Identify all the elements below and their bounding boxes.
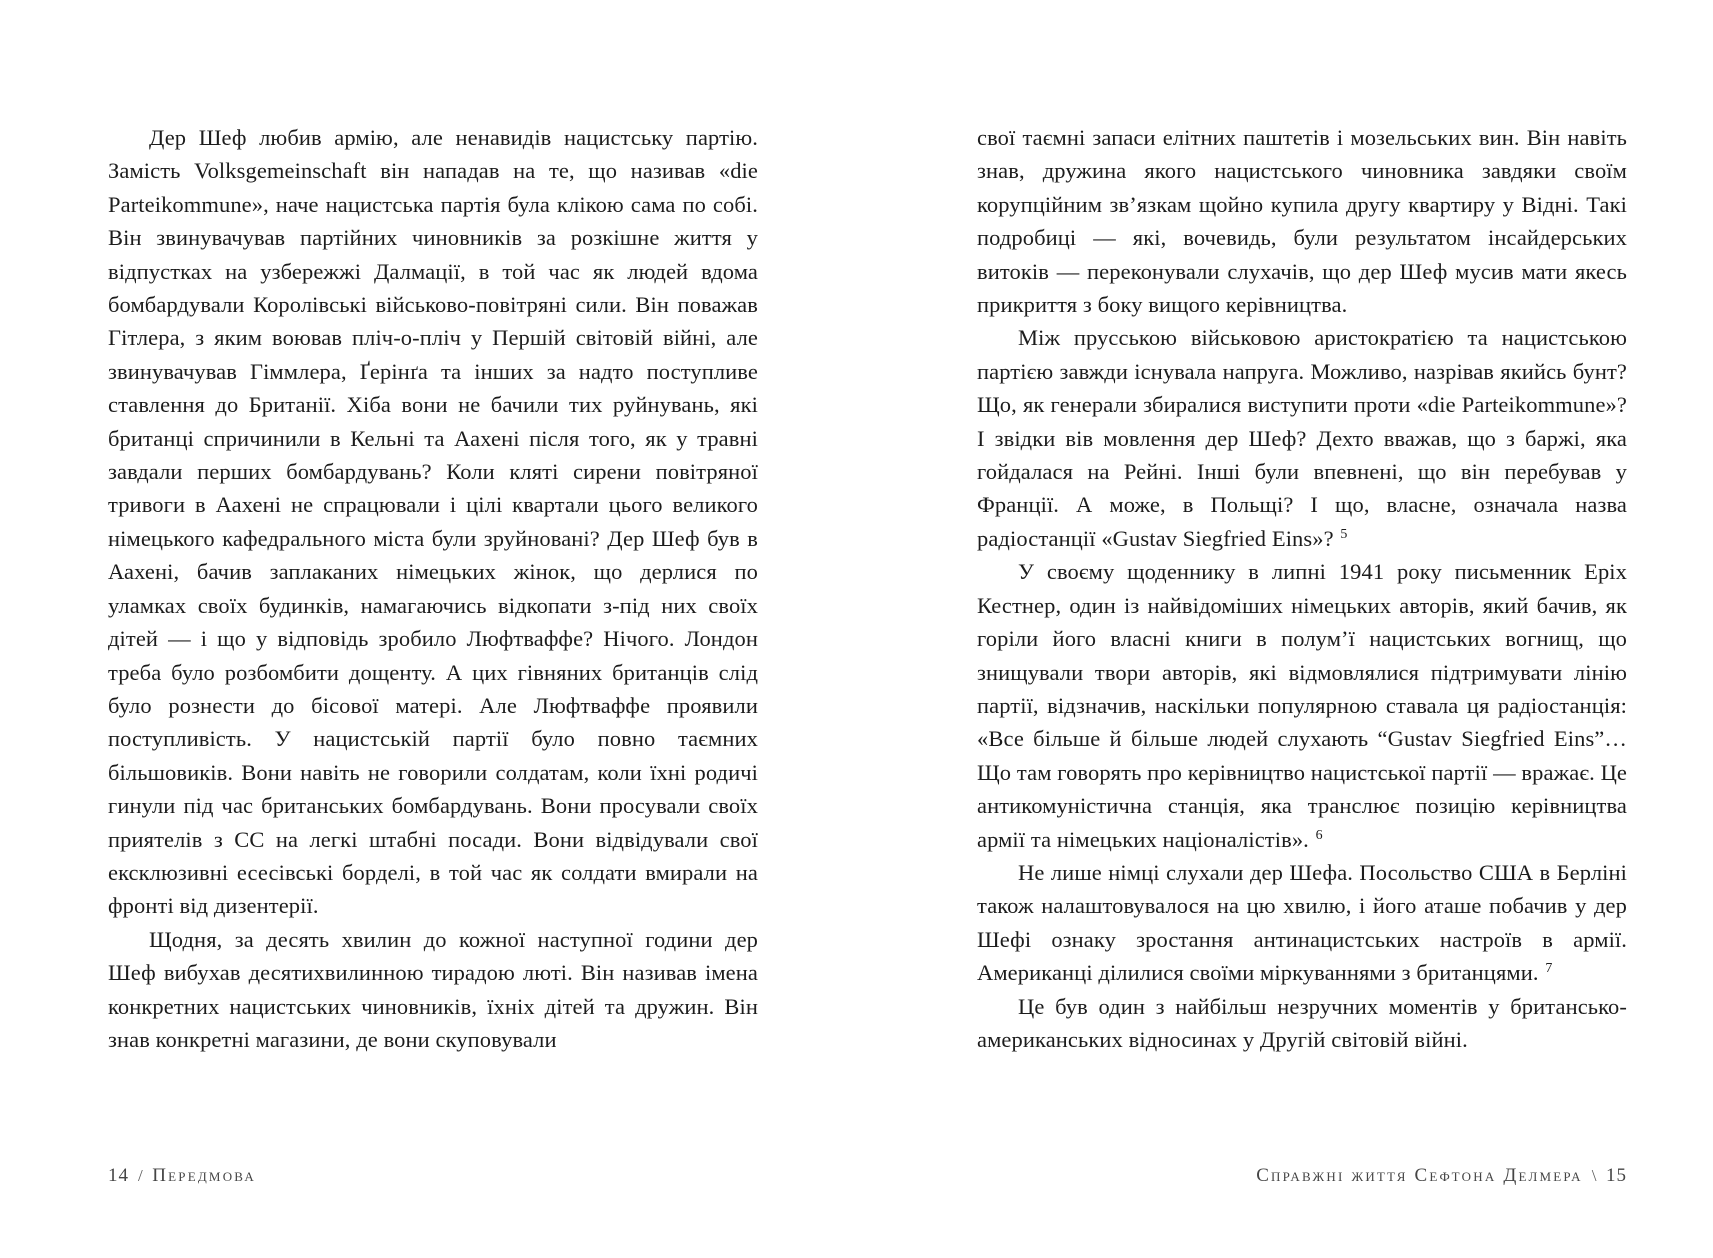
- page-number-left: 14: [108, 1165, 129, 1186]
- footnote-marker: 7: [1545, 961, 1553, 977]
- paragraph: Дер Шеф любив армію, але ненавидів нацистську партію. Замість Volksgemeinschaft він нападав на те, що називав «die Parteikommune», наче нацистська партія була клікою сама по собі. Він звинувачував партійних чиновників за розкішне життя у відпустках на узбережжі Далмації, в той час як людей вдома бомбардували Королівські військово-повітряні сили. Він поважав Гітлера, з яким воював пліч-о-пліч у Першій світовій війні, але звинувачував Гіммлера, Ґерінґа та інших за надто поступливе ставлення до Британії. Хіба вони не бачили тих руйнувань, які британці спричинили в Кельні та Аахені після того, як у травні завдали перших бомбардувань? Коли кляті сирени повітряної тривоги в Аахені не спрацювали і цілі квартали цього великого німецького кафедрального міста були зруйновані? Дер Шеф був в Аахені, бачив заплаканих німецьких жінок, що дерлися по уламках своїх будинків, намагаючись відкопати з-під них своїх дітей — і що у відповідь зробило Люфтваффе? Нічого. Лондон треба було розбомбити дощенту. А цих гівняних британців слід було рознести до бісової матері. Але Люфтваффе проявили поступливість. У нацистській партії було повно таємних більшовиків. Вони навіть не говорили солдатам, коли їхні родичі гинули під час британських бомбардувань. Вони просували своїх приятелів з СС на легкі штабні посади. Вони відвідували свої ексклюзивні есесівські борделі, в той час як солдати вмирали на фронті від дизентерії.: [108, 125, 758, 919]
- paragraph: Не лише німці слухали дер Шефа. Посольство США в Берліні також налаштовувалося на цю хвилю, і його аташе побачив у дер Шефі ознаку зростання антинацистських настроїв в армії. Американці ділилися своїми міркуваннями з британцями. $^7$: [977, 859, 1627, 986]
- paragraph: Між прусською військовою аристократією та нацистською партією завжди існувала напруга. Можливо, назрівав якийсь бунт? Що, як генерали збиралися виступити проти «die Parteikommune»? І звідки вів мовлення дер Шеф? Дехто вважав, що з баржі, яка гойдалася на Рейні. Інші були впевнені, що він перебував у Франції. А може, в Польщі? І що, власне, означала назва радіостанції «Gustav Siegfried Eins»? $^5$: [977, 325, 1627, 551]
- paragraph: Щодня, за десять хвилин до кожної наступної години дер Шеф вибухав десятихвилинною тирадою люті. Він називав імена конкретних нацистських чиновників, їхніх дітей та дружин. Він знав конкретні магазини, де вони скуповували: [108, 926, 758, 1052]
- footer-separator-right: \: [1591, 1166, 1597, 1185]
- paragraph: Це був один з найбільш незручних моментів у британсько-американських відносинах у Другій світовій війні.: [977, 993, 1627, 1052]
- footer-separator-left: /: [138, 1166, 144, 1185]
- page-left-footer: [108, 1165, 758, 1187]
- paragraph: свої таємні запаси елітних паштетів і мозельських вин. Він навіть знав, дружина якого нацистського чиновника завдяки своїм корупційним зв’язкам щойно купила другу квартиру у Відні. Такі подробиці — які, вочевидь, були результатом інсайдерських витоків — переконували слухачів, що дер Шеф мусив мати якесь прикриття з боку вищого керівництва.: [977, 125, 1627, 318]
- paragraph: У своєму щоденнику в липні 1941 року письменник Еріх Кестнер, один із найвідоміших німецьких авторів, який бачив, як горіли його власні книги в полум’ї нацистських вогнищ, що знищували твори авторів, які відмовлялися підтримувати лінію партії, відзначив, наскільки популярною ставала ця радіостанція: «Все більше й більше людей слухають “Gustav Siegfried Eins”… Що там говорять про керівництво нацистської партії — вражає. Це антикомуністична станція, яка транслює позицію керівництва армії та німецьких націоналістів». $^6$: [977, 559, 1627, 852]
- page-right-footer: [977, 1165, 1627, 1187]
- footnote-marker: 5: [1340, 527, 1348, 543]
- page-number-right: 15: [1606, 1165, 1627, 1186]
- page-right-text-block: [977, 121, 1627, 1056]
- running-title-left: Передмова: [152, 1165, 256, 1186]
- running-title-right: Справжні життя Сефтона Делмера: [1256, 1165, 1583, 1186]
- page-left-text-block: [108, 121, 758, 1056]
- footnote-marker: 6: [1315, 827, 1323, 843]
